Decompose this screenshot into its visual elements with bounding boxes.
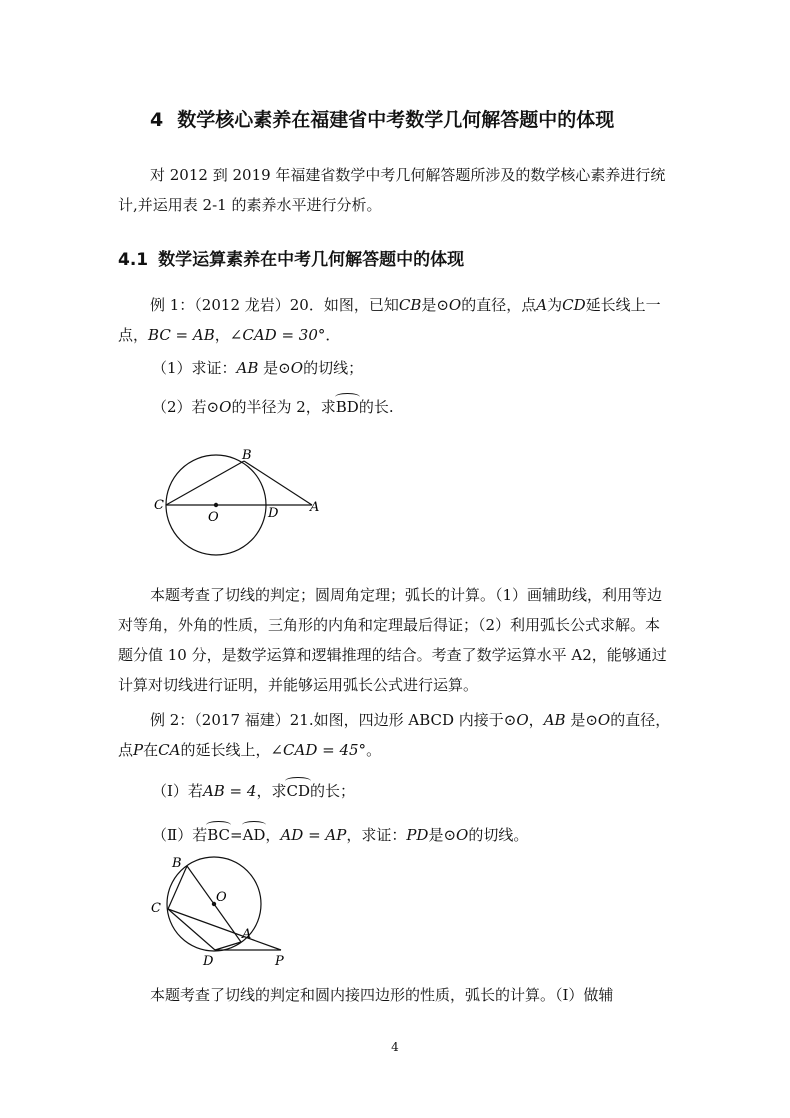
example2-prefix: 例 2：（2017 福建）21.如图，四边形 ABCD 内接于⊙ [150, 711, 517, 729]
label-c: C [151, 901, 161, 916]
label-b: B [172, 856, 182, 871]
text: 的切线。 [468, 826, 529, 844]
text: ， [265, 826, 281, 844]
math-ca: CA [158, 741, 181, 759]
text: 在 [143, 741, 159, 759]
arc-bd: BD [335, 398, 359, 416]
text: 的延长线上， [180, 741, 271, 759]
text: 的直径， [610, 711, 671, 729]
subsection-heading [118, 245, 464, 270]
math-p: P [133, 741, 144, 759]
math-ab: AB [236, 359, 259, 377]
math-cd: CD [562, 296, 586, 314]
math-cb: CB [398, 296, 422, 314]
line-cb [166, 461, 244, 505]
label-a: A [310, 500, 320, 515]
math-condition: AD = AP [280, 826, 347, 844]
text: 。 [366, 741, 382, 759]
figure-1-circle-tangent [150, 447, 330, 559]
label-p: P [275, 954, 284, 969]
math-condition: ∠CAD = 30° [229, 326, 326, 344]
text: 的长. [358, 398, 394, 416]
label-o: O [216, 890, 227, 905]
text: ，求 [256, 782, 287, 800]
text: 延长线上一点， [118, 296, 661, 344]
arc-ad: AD [242, 826, 266, 844]
math-o: O [448, 296, 462, 314]
text: 的直径，点 [461, 296, 537, 314]
text: = [229, 826, 243, 844]
text: （2）若⊙ [152, 398, 220, 416]
label-b: B [242, 448, 252, 463]
math-o: O [219, 398, 232, 416]
text: ，求证： [346, 826, 407, 844]
text: 的半径为 2，求 [231, 398, 336, 416]
text: 是⊙ [565, 711, 598, 729]
math-a: A [536, 296, 548, 314]
center-dot [214, 503, 218, 507]
line-ba [244, 461, 312, 505]
label-d: D [268, 506, 279, 521]
arc-cd: CD [286, 782, 310, 800]
line-cp [168, 909, 281, 950]
example2-statement [118, 705, 674, 765]
intro-paragraph: 对 2012 到 2019 年福建省数学中考几何解答题所涉及的数学核心素养进行统计,并运用表 2-1 的素养水平进行分析。 [118, 166, 666, 214]
math-condition: BC = AB [148, 326, 215, 344]
figure-2-inscribed-quadrilateral [145, 852, 305, 970]
math-condition: AB = 4 [202, 782, 257, 800]
text: （Ⅰ）若 [152, 782, 203, 800]
example1-prefix: 例 1：（2012 龙岩）20．如图，已知 [150, 296, 399, 314]
text: （Ⅱ）若 [152, 826, 208, 844]
subsection-title: 数学运算素养在中考几何解答题中的体现 [158, 250, 465, 270]
section-number: 4 [150, 109, 164, 131]
label-d: D [203, 954, 214, 969]
text: 为 [547, 296, 563, 314]
math-pd: PD [406, 826, 429, 844]
example2-question1 [152, 780, 355, 801]
section-title: 数学核心素养在福建省中考数学几何解答题中的体现 [177, 109, 615, 131]
text: 是⊙ [258, 359, 291, 377]
section-heading [150, 105, 614, 132]
text: ． [325, 326, 341, 344]
line-bc [168, 866, 187, 909]
analysis2-paragraph: 本题考查了切线的判定和圆内接四边形的性质，弧长的计算。（Ⅰ）做辅 [150, 986, 614, 1004]
page-number: 4 [391, 1040, 399, 1054]
math-o: O [456, 826, 469, 844]
label-a: A [242, 927, 252, 942]
example1-statement [118, 290, 674, 350]
math-ab: AB [543, 711, 566, 729]
math-o: O [597, 711, 611, 729]
label-c: C [154, 498, 164, 513]
example1-question1 [152, 357, 363, 378]
subsection-number: 4.1 [118, 250, 149, 270]
math-o: O [290, 359, 304, 377]
text: 的长； [309, 782, 355, 800]
text: 点 [118, 741, 134, 759]
math-o: O [516, 711, 529, 729]
text: 的切线； [303, 359, 364, 377]
arc-bc: BC [207, 826, 230, 844]
text: ， [214, 326, 230, 344]
example2-question2 [152, 824, 528, 845]
text: 是⊙ [421, 296, 449, 314]
text: 是⊙ [428, 826, 457, 844]
analysis1-paragraph: 本题考查了切线的判定；圆周角定理；弧长的计算。（1）画辅助线，利用等边对等角，外角的性质，三角形的内角和定理最后得证；（2）利用弧长公式求解。本题分值 10 分，是数学运算和逻辑推理的结合。考查了数学运算水平 A2，能够通过计算对切线进行证明，并能够运用弧长公式进行运算。 [118, 586, 667, 694]
label-o: O [208, 510, 219, 525]
text: （1）求证： [152, 359, 237, 377]
math-condition: ∠CAD = 45° [270, 741, 367, 759]
text: ， [528, 711, 544, 729]
example1-question2 [152, 396, 394, 417]
